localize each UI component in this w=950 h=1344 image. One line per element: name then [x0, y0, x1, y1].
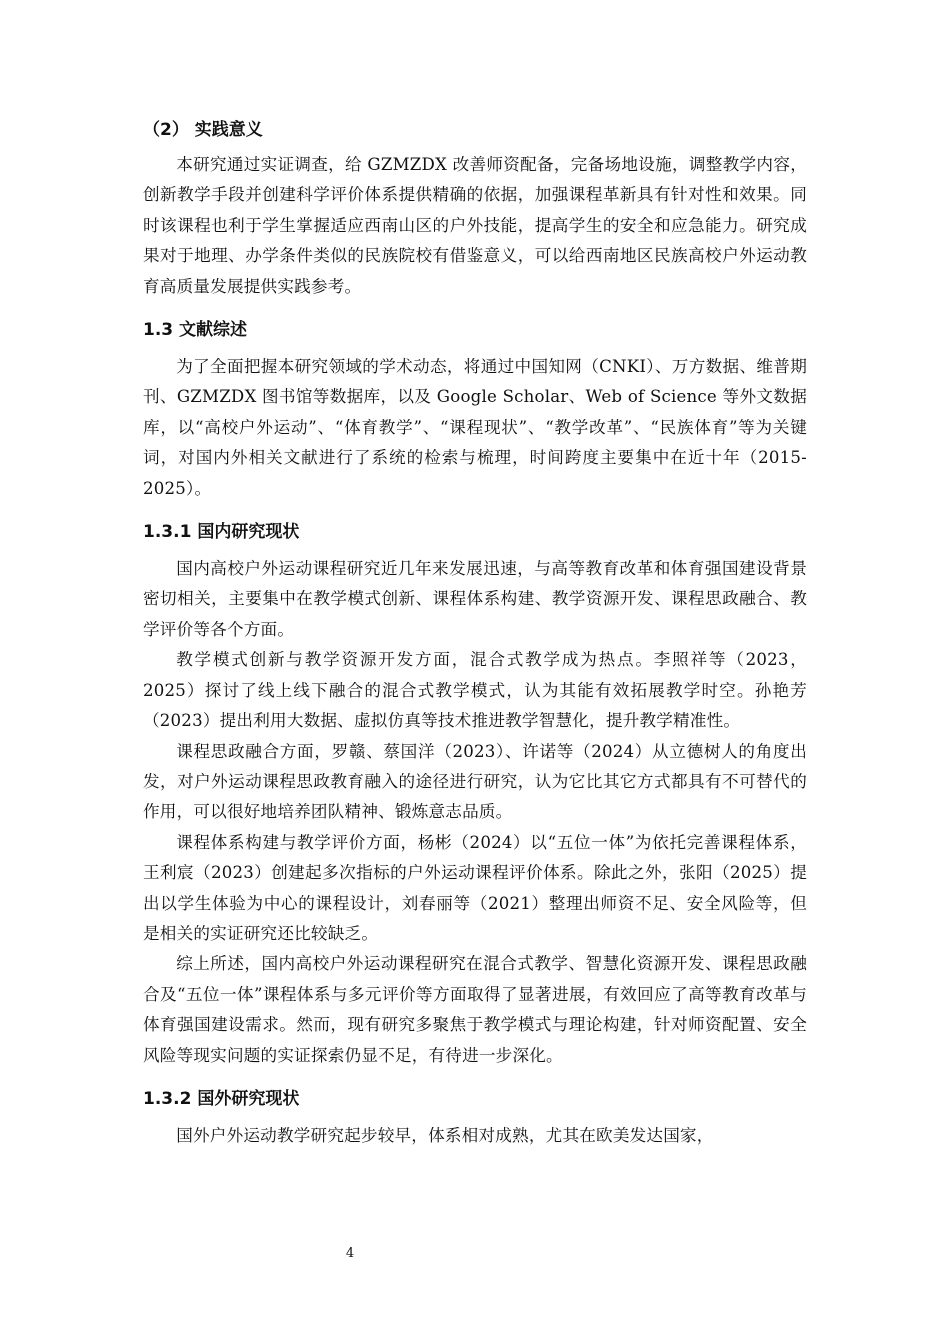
page-content: [143, 116, 807, 1151]
paragraph: 国外户外运动教学研究起步较早，体系相对成熟，尤其在欧美发达国家，: [176, 1125, 714, 1145]
section-heading-literature-review: 1.3 文献综述: [143, 320, 248, 341]
paragraph: 综上所述，国内高校户外运动课程研究在混合式教学、智慧化资源开发、课程思政融合及“五位一体”课程体系与多元评价等方面取得了显著进展，有效回应了高等教育改革与体育强国建设需求。然而，现有研究多聚焦于教学模式与理论构建，针对师资配置、安全风险等现实问题的实证探索仍显不足，有待进一步深化。: [143, 954, 807, 1065]
paragraph: 为了全面把握本研究领域的学术动态，将通过中国知网（CNKI）、万方数据、维普期刊、GZMZDX 图书馆等数据库，以及 Google Scholar、Web of Science 等外文数据库，以“高校户外运动”、“体育教学”、“课程现状”、“教学改革”、“民族体育”等为关键词，对国内外相关文献进行了系统的检索与梳理，时间跨度主要集中在近十年（2015-2025）。: [143, 357, 807, 498]
paragraph: 本研究通过实证调查，给 GZMZDX 改善师资配备，完备场地设施，调整教学内容，创新教学手段并创建科学评价体系提供精确的依据，加强课程革新具有针对性和效果。同时该课程也利于学生掌握适应西南山区的户外技能，提高学生的安全和应急能力。研究成果对于地理、办学条件类似的民族院校有借鉴意义，可以给西南地区民族高校户外运动教育高质量发展提供实践参考。: [143, 155, 807, 296]
paragraph: 国内高校户外运动课程研究近几年来发展迅速，与高等教育改革和体育强国建设背景密切相关，主要集中在教学模式创新、课程体系构建、教学资源开发、课程思政融合、教学评价等各个方面。: [143, 559, 807, 639]
page-number: 4: [345, 1246, 355, 1261]
paragraph: 教学模式创新与教学资源开发方面，混合式教学成为热点。李照祥等（2023，2025）探讨了线上线下融合的混合式教学模式，认为其能有效拓展教学时空。孙艳芳（2023）提出利用大数据、虚拟仿真等技术推进教学智慧化，提升教学精准性。: [143, 650, 807, 731]
paragraph: 课程体系构建与教学评价方面，杨彬（2024）以“五位一体”为依托完善课程体系，王利宸（2023）创建起多次指标的户外运动课程评价体系。除此之外，张阳（2025）提出以学生体验为中心的课程设计，刘春丽等（2021）整理出师资不足、安全风险等，但是相关的实证研究还比较缺乏。: [143, 832, 807, 943]
section-heading-domestic-research: 1.3.1 国内研究现状: [143, 522, 300, 543]
paragraph: 课程思政融合方面，罗赣、蔡国洋（2023）、许诺等（2024）从立德树人的角度出发，对户外运动课程思政教育融入的途径进行研究，认为它比其它方式都具有不可替代的作用，可以很好地培养团队精神、锻炼意志品质。: [143, 741, 807, 822]
section-heading-foreign-research: 1.3.2 国外研究现状: [143, 1088, 300, 1109]
section-heading-practical-significance: （2） 实践意义: [143, 120, 263, 140]
